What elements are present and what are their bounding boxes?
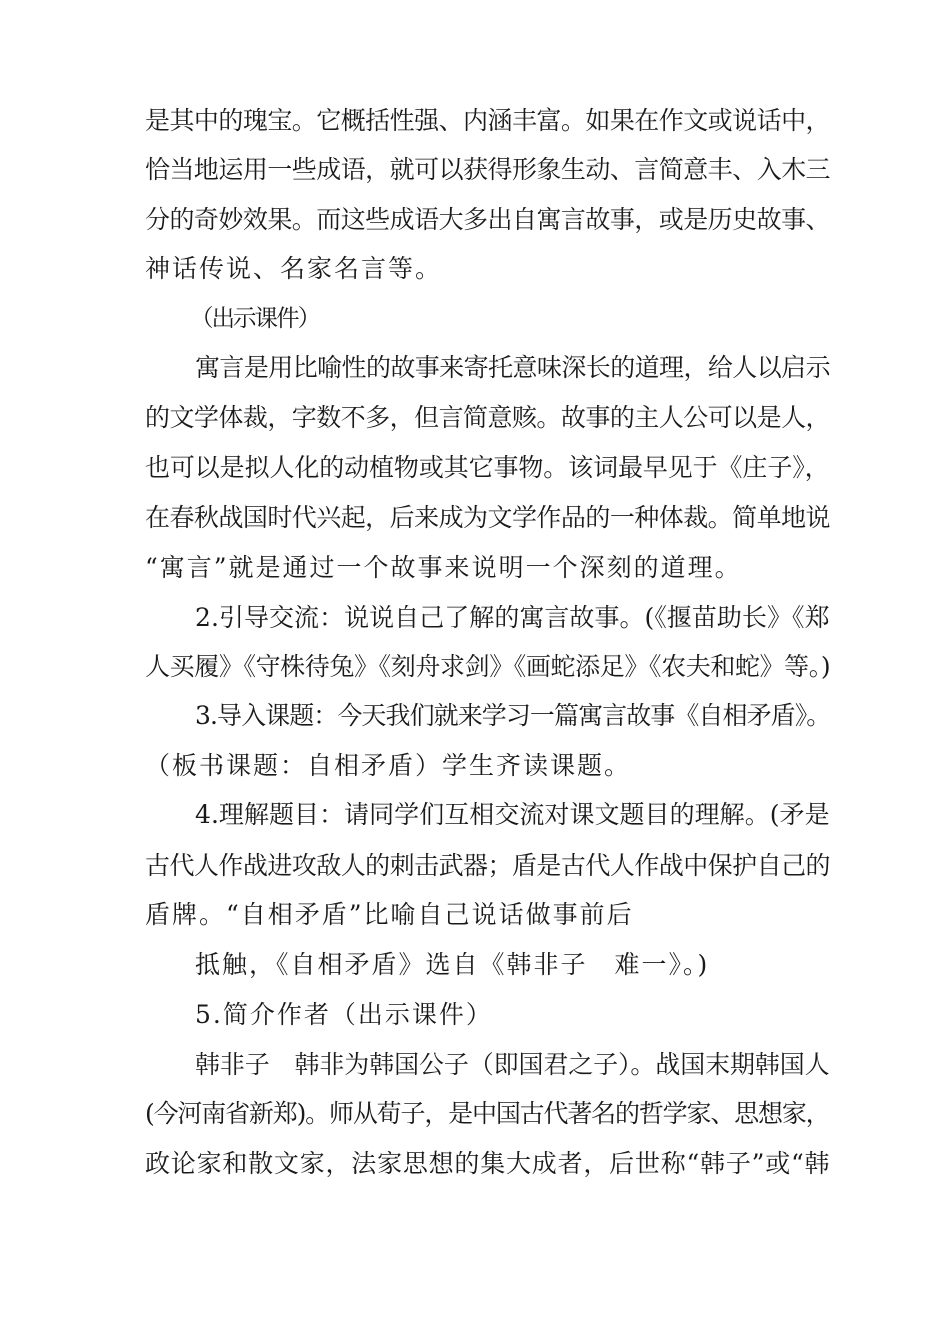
text-line: 恰当地运用一些成语，就可以获得形象生动、言简意丰、入木三	[145, 155, 831, 184]
text-line: 寓言是用比喻性的故事来寄托意味深长的道理，给人以启示	[195, 353, 831, 382]
text-line: 是其中的瑰宝。它概括性强、内涵丰富。如果在作文或说话中，	[145, 106, 831, 135]
text-line: 韩非子 韩非为韩国公子（即国君之子）。战国末期韩国人	[195, 1050, 830, 1079]
text-line: 在春秋战国时代兴起，后来成为文学作品的一种体裁。简单地说	[145, 503, 831, 532]
text-line: (今河南省新郑)。师从荀子，是中国古代著名的哲学家、思想家，	[145, 1099, 830, 1128]
text-line: （板书课题：自相矛盾）学生齐读课题。	[145, 751, 632, 780]
text-line: 3.导入课题：今天我们就来学习一篇寓言故事《自相矛盾》。	[195, 701, 831, 730]
text-line: （出示课件）	[190, 304, 320, 332]
text-line: 的文学体裁，字数不多，但言简意赅。故事的主人公可以是人，	[145, 403, 831, 432]
text-line: 神话传说、名家名言等。	[145, 254, 443, 283]
text-line: 5.简介作者（出示课件）	[195, 1000, 493, 1029]
text-line: 人买履》《守株待兔》《刻舟求剑》《画蛇添足》《农夫和蛇》等。)	[145, 652, 831, 681]
text-line: “寓言”就是通过一个故事来说明一个深刻的道理。	[145, 553, 742, 582]
text-line: 2.引导交流：说说自己了解的寓言故事。(《揠苗助长》《郑	[195, 603, 830, 632]
text-line: 政论家和散文家，法家思想的集大成者，后世称“韩子”或“韩	[145, 1149, 831, 1178]
text-line: 分的奇妙效果。而这些成语大多出自寓言故事，或是历史故事、	[145, 205, 831, 234]
text-line: 也可以是拟人化的动植物或其它事物。该词最早见于《庄子》，	[145, 453, 830, 482]
text-line: 古代人作战进攻敌人的刺击武器；盾是古代人作战中保护自己的	[145, 851, 831, 880]
text-line: 盾牌。“自相矛盾”比喻自己说话做事前后	[145, 900, 634, 929]
text-line: 抵触，《自相矛盾》选自《韩非子 难一》。)	[195, 950, 710, 979]
text-line: 4.理解题目：请同学们互相交流对课文题目的理解。(矛是	[195, 800, 830, 829]
